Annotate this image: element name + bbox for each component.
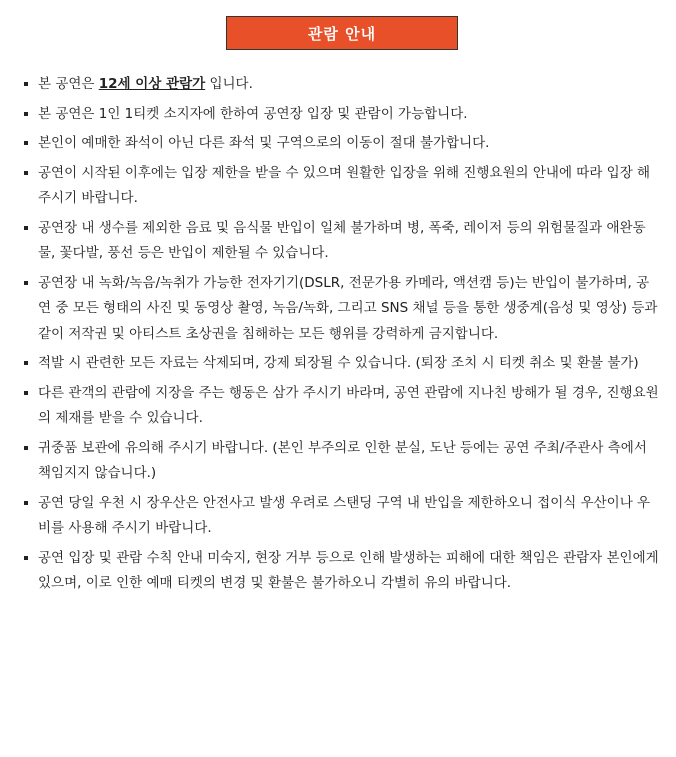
- list-item: [24, 271, 660, 348]
- list-item: [24, 546, 660, 597]
- list-item: [24, 351, 660, 377]
- list-item-text: 공연 입장 및 관람 수칙 안내 미숙지, 현장 거부 등으로 인해 발생하는 피해에 대한 책임은 관람자 본인에게 있으며, 이로 인한 예매 티켓의 변경 및 환불은 불가하오니 각별히 유의 바랍니다.: [38, 549, 659, 591]
- list-item-text: 공연이 시작된 이후에는 입장 제한을 받을 수 있으며 원활한 입장을 위해 진행요원의 안내에 따라 입장 해주시기 바랍니다.: [38, 164, 651, 206]
- bullet-icon: [24, 556, 28, 560]
- bullet-icon: [24, 391, 28, 395]
- list-item-text: 본 공연은 1인 1티켓 소지자에 한하여 공연장 입장 및 관람이 가능합니다.: [38, 105, 468, 122]
- bullet-icon: [24, 141, 28, 145]
- list-item-text: 본 공연은: [38, 76, 99, 92]
- bullet-icon: [24, 281, 28, 285]
- list-item-text: 적발 시 관련한 모든 자료는 삭제되며, 강제 퇴장될 수 있습니다. (퇴장 조치 시 티켓 취소 및 환불 불가): [38, 355, 639, 371]
- bullet-icon: [24, 501, 28, 505]
- list-item-text: 공연장 내 생수를 제외한 음료 및 음식물 반입이 일체 불가하며 병, 폭죽, 레이저 등의 위험물질과 애완동물, 꽃다발, 풍선 등은 반입이 제한될 수 있습니다.: [38, 219, 646, 261]
- bullet-icon: [24, 171, 28, 175]
- list-item-text: 귀중품 보관에 유의해 주시기 바랍니다. (본인 부주의로 인한 분실, 도난 등에는 공연 주최/주관사 측에서 책임지지 않습니다.): [38, 439, 647, 481]
- bullet-icon: [24, 226, 28, 230]
- bullet-icon: [24, 361, 28, 365]
- list-item: [24, 381, 660, 432]
- list-item-text: 공연장 내 녹화/녹음/녹취가 가능한 전자기기(DSLR, 전문가용 카메라, 액션캠 등)는 반입이 불가하며, 공연 중 모든 형태의 사진 및 동영상 촬영, 녹음/녹화, 그리고 SNS 채널 등을 통한 생중계(음성 및 영상) 등과 같이 저작권 및 아티스트 초상권을 침해하는 모든 행위를 강력하게 금지합니다.: [38, 274, 658, 342]
- age-rating-highlight: 12세 이상 관람가: [98, 76, 206, 92]
- list-item: [24, 72, 660, 98]
- bullet-icon: [24, 82, 28, 86]
- list-item: [24, 491, 660, 542]
- page-title: 관람 안내: [307, 24, 377, 43]
- list-item: [24, 216, 660, 267]
- list-item-text: 다른 관객의 관람에 지장을 주는 행동은 삼가 주시기 바라며, 공연 관람에 지나친 방해가 될 경우, 진행요원의 제재를 받을 수 있습니다.: [38, 384, 659, 426]
- list-item: [24, 102, 660, 128]
- list-item-text: 공연 당일 우천 시 장우산은 안전사고 발생 우려로 스탠딩 구역 내 반입을 제한하오니 접이식 우산이나 우비를 사용해 주시기 바랍니다.: [38, 494, 651, 536]
- list-item-text: 본인이 예매한 좌석이 아닌 다른 좌석 및 구역으로의 이동이 절대 불가합니다.: [38, 135, 490, 151]
- list-item-text: 입니다.: [205, 76, 253, 92]
- title-banner: [226, 16, 458, 50]
- list-item: [24, 436, 660, 487]
- list-item: [24, 161, 660, 212]
- bullet-icon: [24, 112, 28, 116]
- list-item: [24, 131, 660, 157]
- notice-list: [24, 72, 660, 601]
- bullet-icon: [24, 446, 28, 450]
